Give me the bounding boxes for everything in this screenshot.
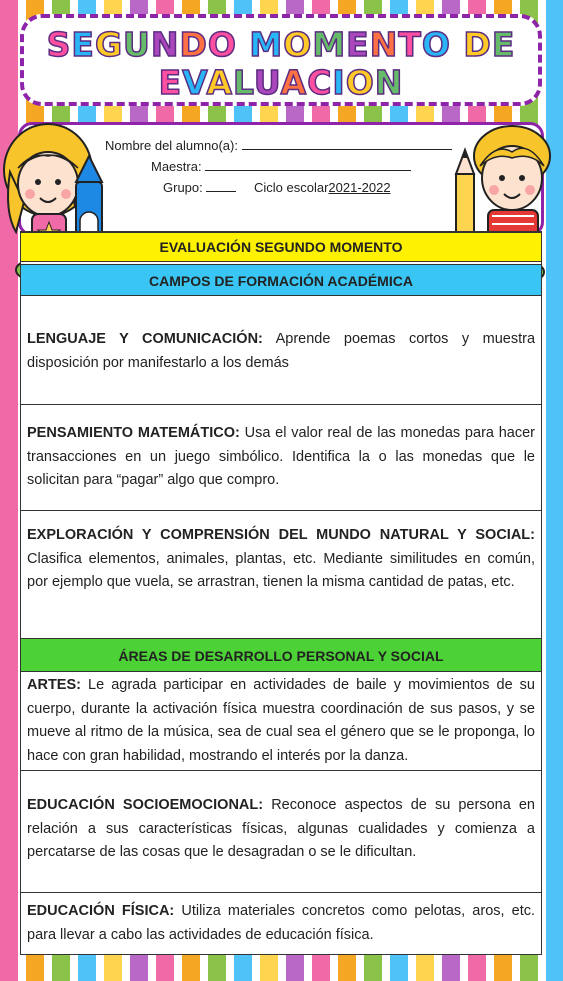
teacher-label: Maestra:	[151, 159, 202, 174]
title-banner	[20, 14, 542, 106]
academic-item-title: LENGUAJE Y COMUNICACIÓN:	[27, 331, 263, 347]
personal-item-socioemocional	[27, 794, 535, 865]
student-name-row	[105, 137, 452, 153]
personal-item-artes	[27, 674, 535, 768]
title-line-1: SEGUNDO MOMENTO DE	[46, 25, 516, 64]
personal-header-text: ÁREAS DE DESARROLLO PERSONAL Y SOCIAL	[118, 648, 444, 664]
personal-item-text: Utiliza materiales concretos como pelotas, aros, etc. para llevar a cabo las actividades de educación física.	[27, 903, 535, 943]
academic-header-band	[21, 264, 541, 296]
personal-item-title: ARTES:	[27, 677, 81, 693]
row-divider	[21, 892, 541, 893]
row-divider	[21, 770, 541, 771]
group-row	[163, 179, 391, 195]
academic-item-lenguaje	[27, 328, 535, 375]
section-header-band	[21, 232, 541, 262]
group-field[interactable]	[206, 179, 236, 192]
academic-item-text: Clasifica elementos, animales, plantas, etc. Mediante similitudes en común, por ejemplo que vuela, se arrastran, tienen la misma cantidad de patas, etc.	[27, 550, 535, 590]
student-name-field[interactable]	[242, 137, 452, 150]
academic-item-pensamiento	[27, 422, 535, 493]
cycle-value: 2021-2022	[328, 180, 391, 195]
evaluation-content	[20, 231, 542, 955]
academic-item-exploracion	[27, 524, 535, 595]
academic-item-text: Aprende poemas cortos y muestra disposición por manifestarlo a los demás	[27, 331, 536, 371]
academic-item-text: Usa el valor real de las monedas para hacer transacciones en un juego simbólico. Identifica la o las monedas que le solicitan para “pagar” algo que compro.	[27, 425, 535, 488]
personal-item-title: EDUCACIÓN SOCIOEMOCIONAL:	[27, 797, 264, 813]
academic-header-text: CAMPOS DE FORMACIÓN ACADÉMICA	[149, 273, 413, 289]
row-divider	[21, 404, 541, 405]
teacher-field[interactable]	[205, 158, 411, 171]
cycle-label: Ciclo escolar	[254, 180, 329, 195]
personal-item-text: Le agrada participar en actividades de baile y movimientos de su cuerpo, durante la activación física muestra coordinación de sus pasos, y se mueve al ritmo de la música, sea de cual sea el género que se le proponga, lo hace con gran habilidad, mostrando el interés por la danza.	[27, 677, 536, 764]
teacher-row	[151, 158, 411, 174]
academic-item-title: EXPLORACIÓN Y COMPRENSIÓN DEL MUNDO NATURAL Y SOCIAL:	[27, 527, 535, 543]
group-label: Grupo:	[163, 180, 203, 195]
section-header-text: EVALUACIÓN SEGUNDO MOMENTO	[159, 239, 403, 255]
academic-item-title: PENSAMIENTO MATEMÁTICO:	[27, 425, 240, 441]
title-line-2: EVALUACION	[158, 63, 404, 102]
personal-item-text: Reconoce aspectos de su persona en relación a sus características físicas, algunas cualidades y comienza a percatarse de las cosas que le desagradan o se le dificultan.	[27, 797, 535, 860]
personal-header-band	[21, 638, 541, 672]
student-name-label: Nombre del alumno(a):	[105, 138, 238, 153]
row-divider	[21, 510, 541, 511]
personal-item-fisica	[27, 900, 535, 947]
personal-item-title: EDUCACIÓN FÍSICA:	[27, 903, 175, 919]
